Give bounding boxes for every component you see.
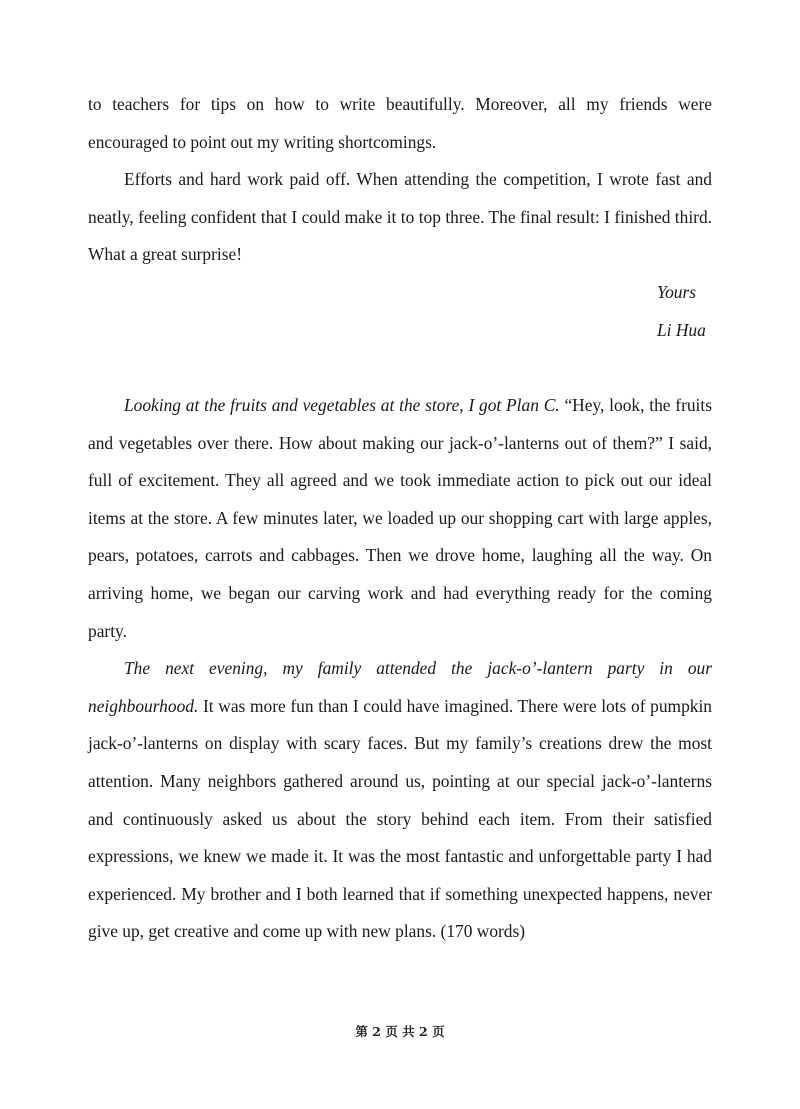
story-continuation (88, 387, 712, 951)
letter-signature: Li Hua (657, 320, 706, 340)
paragraph-lead-sentence: The next evening, my family attended the jack-o’-lantern party in our neighbourhood. (88, 658, 712, 716)
paragraph-body: It was more fun than I could have imagined. There were lots of pumpkin jack-o’-lanterns on display with scary faces. But my family’s creations drew the most attention. Many neighbors gathered around us, pointing at our special jack-o’-lanterns and continuously asked us about the story behind each item. From their satisfied expressions, we knew we made it. It was the most fantastic and unforgettable party I had experienced. My brother and I both learned that if something unexpected happens, never give up, get creative and come up with new plans. (170 words) (88, 695, 712, 942)
story-paragraph-1 (88, 387, 712, 650)
story-paragraph-2 (88, 650, 712, 951)
paragraph-continuation: to teachers for tips on how to write beautifully. Moreover, all my friends were encouraged to point out my writing shortcomings. (88, 94, 712, 152)
paragraph-result: Efforts and hard work paid off. When attending the competition, I wrote fast and neatly, feeling confident that I could make it to top three. The final result: I finished third. What a great surprise! (88, 169, 712, 265)
paragraph-lead-sentence: Looking at the fruits and vegetables at the store, I got Plan C. (124, 395, 560, 415)
page-footer: 第 2 页 共 2 页 (355, 1024, 445, 1039)
letter-closing: Yours (657, 282, 697, 302)
letter-body (88, 86, 712, 274)
paragraph-body: “Hey, look, the fruits and vegetables over there. How about making our jack-o’-lanterns out of them?” I said, full of excitement. They all agreed and we took immediate action to pick out our ideal items at the store. A few minutes later, we loaded up our shopping cart with large apples, pears, potatoes, carrots and cabbages. Then we drove home, laughing all the way. On arriving home, we began our carving work and had everything ready for the coming party. (88, 395, 712, 641)
